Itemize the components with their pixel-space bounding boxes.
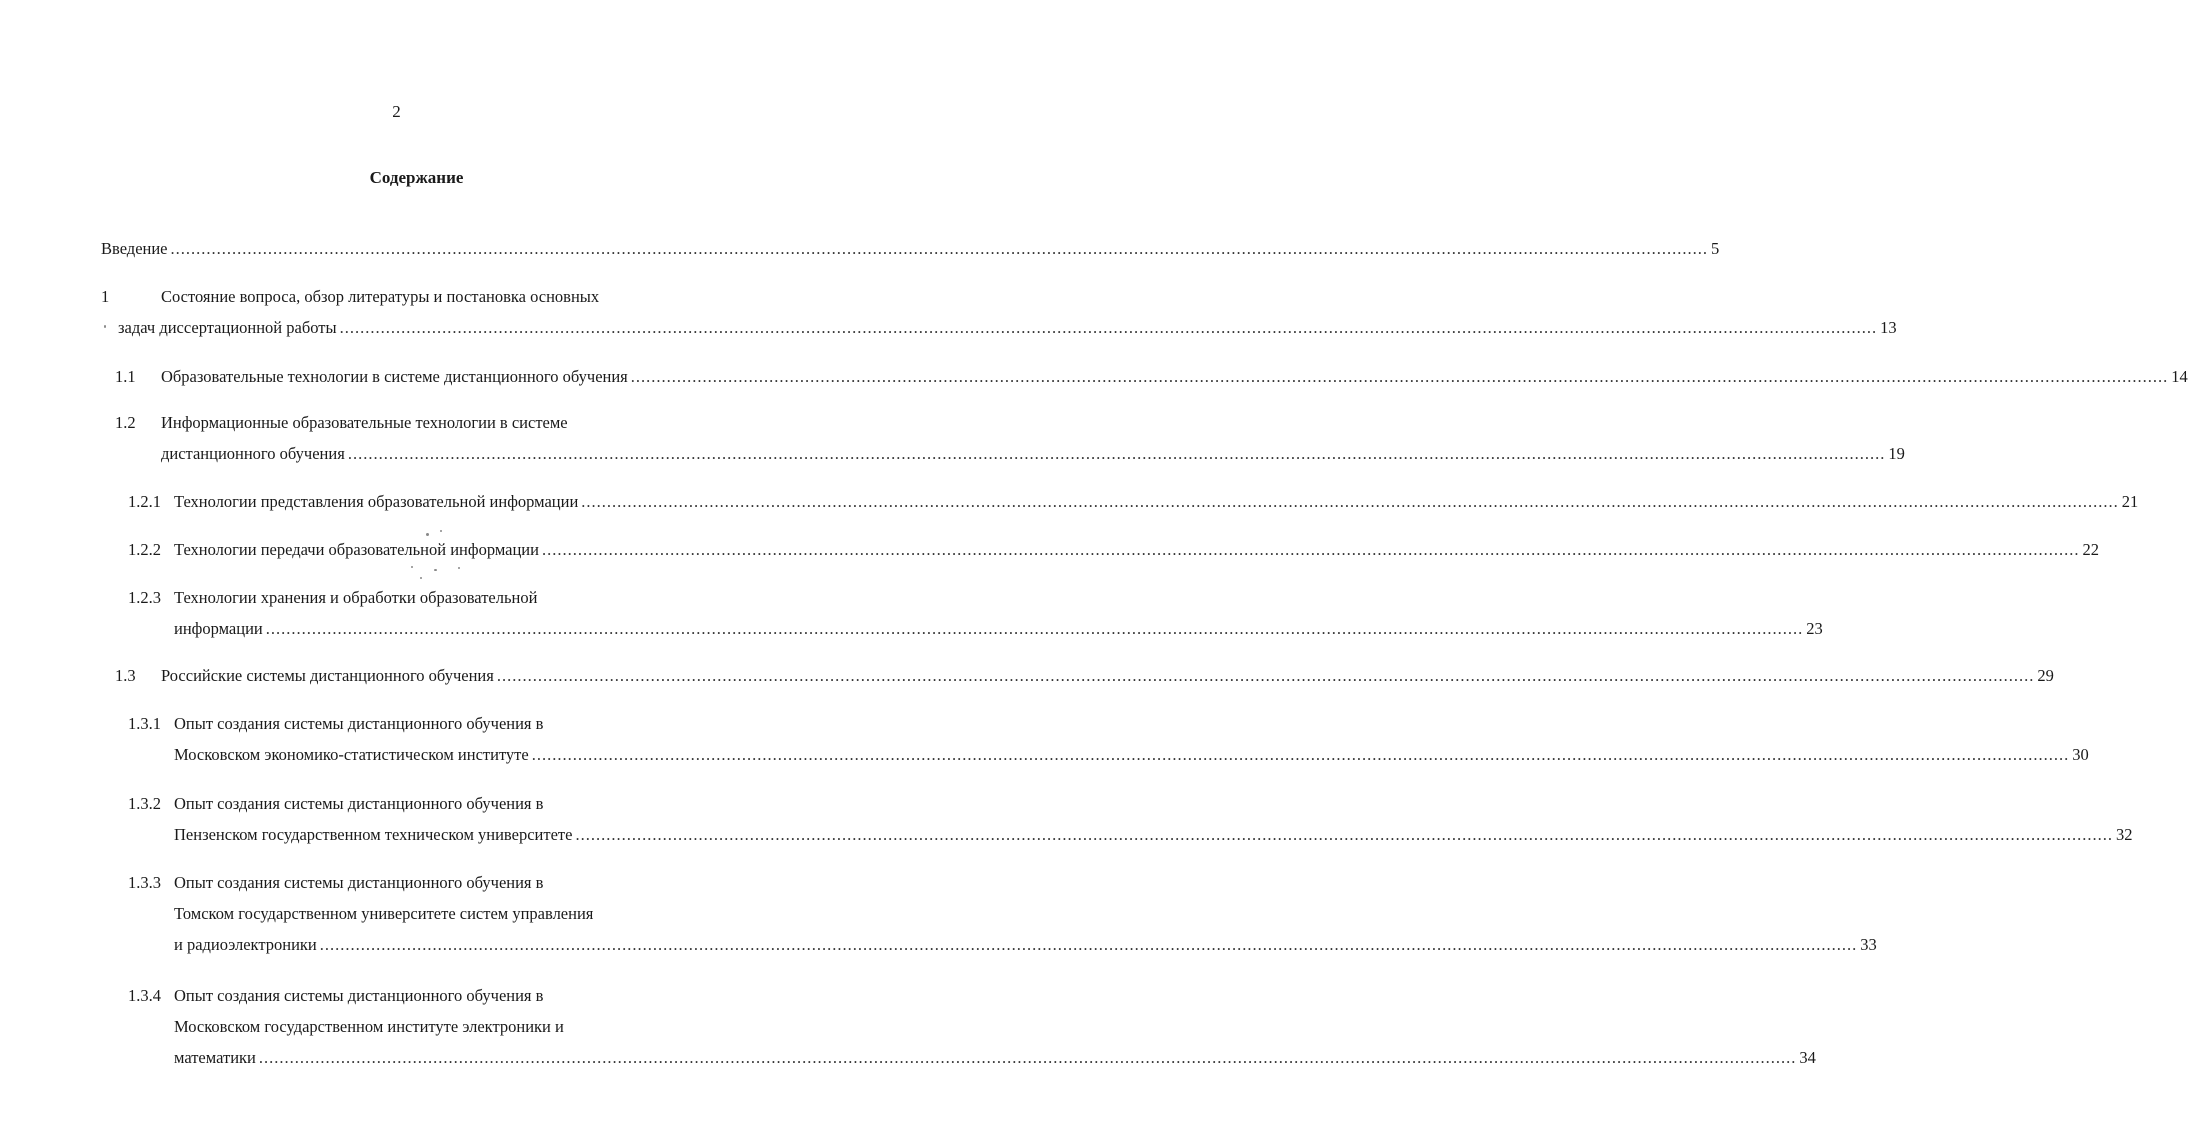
- dot-leader: ............................................................................................................................................................................................................................................................................................................: [170, 239, 1709, 258]
- toc-entry-number: 1.2.1: [128, 492, 161, 511]
- toc-entry: [161, 443, 1905, 465]
- dot-leader: ............................................................................................................................................................................................................................................................................................................: [630, 367, 2169, 386]
- dot-leader: ............................................................................................................................................................................................................................................................................................................: [339, 318, 1878, 337]
- toc-entry: [174, 1047, 1816, 1069]
- toc-entry-page: 33: [1860, 935, 1877, 954]
- dot-leader: ............................................................................................................................................................................................................................................................................................................: [265, 619, 1804, 638]
- toc-entry-title: информации: [174, 619, 263, 638]
- toc-entry-number: 1.2: [115, 413, 136, 432]
- toc-entry: [174, 824, 2133, 846]
- toc-entry-page: 5: [1711, 239, 1720, 258]
- toc-entry-line: Технологии хранения и обработки образовательной: [174, 588, 538, 607]
- toc-entry-line: Информационные образовательные технологии в системе: [161, 413, 568, 432]
- toc-entry-page: 13: [1880, 318, 1897, 337]
- toc-entry-page: 14: [2171, 367, 2188, 386]
- toc-entry-number: 1.3: [115, 666, 136, 685]
- dot-leader: ............................................................................................................................................................................................................................................................................................................: [347, 444, 1886, 463]
- scan-speck: [420, 577, 422, 579]
- dot-leader: ............................................................................................................................................................................................................................................................................................................: [258, 1048, 1797, 1067]
- dot-leader: ............................................................................................................................................................................................................................................................................................................: [575, 825, 2113, 844]
- toc-entry-title: и радиоэлектроники: [174, 935, 317, 954]
- toc-entry-number: 1.3.4: [128, 986, 161, 1005]
- toc-entry-line: Состояние вопроса, обзор литературы и постановка основных: [161, 287, 600, 306]
- toc-entry-line: Опыт создания системы дистанционного обучения в: [174, 873, 544, 892]
- toc-entry-number: 1.3.1: [128, 714, 161, 733]
- toc-title: Содержание: [369, 168, 464, 187]
- toc-entry: [101, 238, 1720, 260]
- toc-entry-page: 19: [1888, 444, 1905, 463]
- toc-entry-title: Московском экономико-статистическом институте: [174, 745, 529, 764]
- scan-speck: [458, 567, 460, 569]
- scan-speck: [411, 566, 413, 568]
- toc-entry-line: Опыт создания системы дистанционного обучения в: [174, 986, 544, 1005]
- toc-entry-title: Образовательные технологии в системе дистанционного обучения: [161, 367, 628, 386]
- dot-leader: ............................................................................................................................................................................................................................................................................................................: [319, 935, 1858, 954]
- dot-leader: ............................................................................................................................................................................................................................................................................................................: [541, 540, 2080, 559]
- toc-entry-page: 22: [2082, 540, 2099, 559]
- scan-speck: [104, 325, 106, 328]
- toc-entry-title: математики: [174, 1048, 256, 1067]
- scan-speck: [434, 569, 437, 571]
- toc-entry-title: Введение: [101, 239, 168, 258]
- dot-leader: ............................................................................................................................................................................................................................................................................................................: [581, 492, 2119, 511]
- dot-leader: ............................................................................................................................................................................................................................................................................................................: [531, 745, 2070, 764]
- toc-entry-number: 1: [101, 287, 110, 306]
- toc-entry: [174, 744, 2089, 766]
- toc-entry-line: Опыт создания системы дистанционного обучения в: [174, 794, 544, 813]
- toc-entry-line: Московском государственном институте электроники и: [174, 1017, 564, 1036]
- scan-speck: [426, 533, 429, 536]
- toc-entry-number: 1.3.2: [128, 794, 161, 813]
- toc-entry-title: дистанционного обучения: [161, 444, 345, 463]
- toc-entry: [174, 539, 2099, 561]
- toc-entry: [118, 317, 1897, 339]
- toc-entry-page: 23: [1806, 619, 1823, 638]
- toc-entry-title: Российские системы дистанционного обучения: [161, 666, 494, 685]
- toc-entry: [174, 491, 2139, 513]
- toc-entry-line: Томском государственном университете систем управления: [174, 904, 594, 923]
- toc-entry: [174, 618, 1823, 640]
- toc-entry-page: 30: [2072, 745, 2089, 764]
- toc-entry-title: Технологии передачи образовательной информации: [174, 540, 539, 559]
- toc-entry-number: 1.3.3: [128, 873, 161, 892]
- toc-entry: [174, 934, 1877, 956]
- scan-speck: [440, 530, 442, 532]
- toc-entry-number: 1.2.2: [128, 540, 161, 559]
- toc-entry-page: 29: [2037, 666, 2054, 685]
- page-number: 2: [392, 102, 401, 121]
- toc-entry: [161, 665, 2054, 687]
- dot-leader: ............................................................................................................................................................................................................................................................................................................: [496, 666, 2035, 685]
- toc-entry-number: 1.2.3: [128, 588, 161, 607]
- toc-entry-page: 21: [2121, 492, 2139, 511]
- toc-entry-line: Опыт создания системы дистанционного обучения в: [174, 714, 544, 733]
- toc-entry-number: 1.1: [115, 367, 136, 386]
- toc-entry-page: 32: [2115, 825, 2133, 844]
- toc-entry-title: задач диссертационной работы: [118, 318, 337, 337]
- toc-entry-title: Пензенском государственном техническом университете: [174, 825, 573, 844]
- toc-entry: [161, 366, 2188, 388]
- toc-entry-title: Технологии представления образовательной информации: [174, 492, 579, 511]
- toc-entry-page: 34: [1799, 1048, 1816, 1067]
